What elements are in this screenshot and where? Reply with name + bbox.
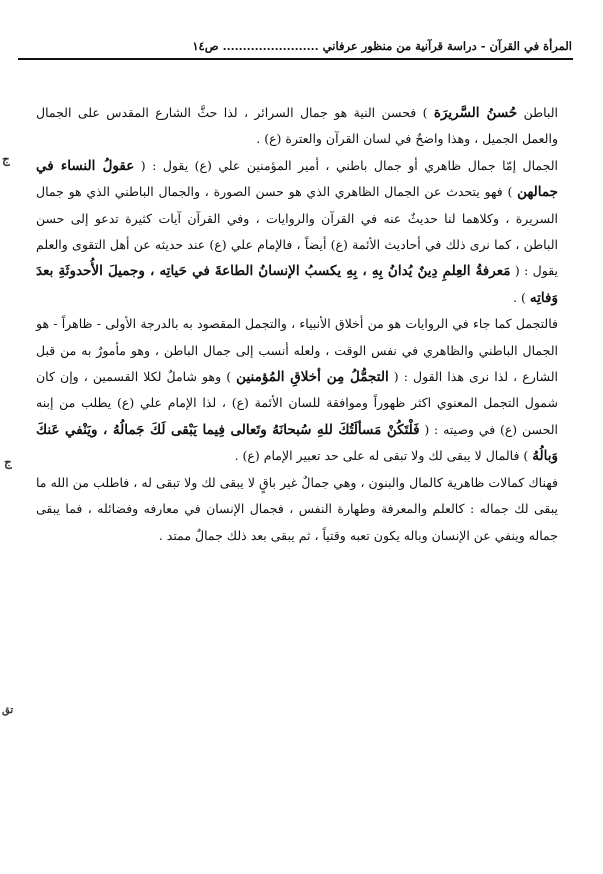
quotation-text: مَعرفةُ العِلمِ دِينٌ يُدانُ بِهِ ، بِهِ يكسبُ الإنسانُ الطاعةَ في حَياتِه ، وجميلَ الأُحدوثَةِ بعدَ وَفاتِه <box>36 263 558 306</box>
quotation-text: فَلْتَكُنْ مَسألَتُكَ للهِ سُبحانَهُ وتَعالى فِيما يَبْقى لَكَ جَمالُهُ ، ويَنْفي عَنكَ وَبالُهُ <box>36 421 558 465</box>
paragraph-text: الباطن <box>517 105 558 120</box>
paragraph <box>36 311 558 469</box>
quotation-text: عقولُ النساء في جمالهن <box>36 157 558 201</box>
paragraph-text: الجمال إمّا جمال ظاهري أو جمال باطني ، أمير المؤمنين علي (ع) يقول : ( <box>134 157 559 173</box>
margin-mark: ج <box>2 152 10 166</box>
margin-mark: تق <box>2 705 14 716</box>
header-rule <box>18 58 573 60</box>
quotation-text: التجمُّلُ مِن أخلاقِ المُؤمنين <box>236 369 389 386</box>
paragraph-text: ) فالمال لا يبقى لك ولا تبقى له على حد تعبير الإمام (ع) . <box>234 448 533 464</box>
paragraph-text: ) فحسن النية هو جمال السرائر ، لذا حثَّ الشارع المقدس على الجمال والعمل الجميل ، وهذا واضحٌ في لسان القرآن والعترة (ع) . <box>36 105 558 147</box>
margin-mark: ج <box>4 455 12 469</box>
paragraph <box>36 100 558 153</box>
paragraph-text: ) وهو شاملٌ لكلا القسمين ، وإن كان شمول التجمل المعنوي اكثر ظهوراً وموافقة للسان الأئمة (ع) ، لذا الإمام علي (ع) يطلب من إبنه الحسن (ع) في وصيته : ( <box>36 369 559 437</box>
quotation-text: حُسنُ السَّريرَة <box>433 105 518 121</box>
paragraph-text: ) فهو يتحدث عن الجمال الظاهري الذي هو حسن الصورة ، والجمال الباطني الذي هو جمال السريرة ، وكلاهما لنا حديثٌ عنه في القرآن والروايات ، وفي القرآن آيات كثيرة تدعو إلى حسن الباطن ، كما نرى ذلك في أحاديث الأئمة (ع) أيضاً ، فالإمام علي (ع) عند حديثه عن أهل التقوى والعلم يقول : ( <box>36 184 558 279</box>
paragraph <box>36 153 558 311</box>
running-header: المرأة في القرآن - دراسة قرآنية من منظور عرفاني ........................ ص١٤ <box>192 39 572 53</box>
body-text <box>36 100 558 549</box>
paragraph-text: ) . <box>513 289 530 305</box>
paragraph-text: فالتجمل كما جاء في الروايات هو من أخلاق الأنبياء ، والتجمل المقصود به بالدرجة الأولى - ظاهراً - هو الجمال الباطني والظاهري في نفس الوقت ، ولعله أنسب إلى جمال الباطن ، وهو مأمورٌ به من قبل الشارع ، لذا نرى هذا القول : ( <box>36 316 559 385</box>
paragraph <box>36 470 558 549</box>
paragraph-text: فهناك كمالات ظاهرية كالمال والبنون ، وهي جمالٌ غير باقٍ لا يبقى لك ولا تبقى له ، فاطلب من الله ما يبقى لك جماله : كالعلم والمعرفة وطهارة النفس ، فجمال الإنسان في معارفه وفضائله ، فما يبقى جماله وينفي عن الإنسان وباله يكون تعبه وقتياً ، ثم يبقى بعد ذلك جمالٌ ممتد . <box>36 474 558 543</box>
